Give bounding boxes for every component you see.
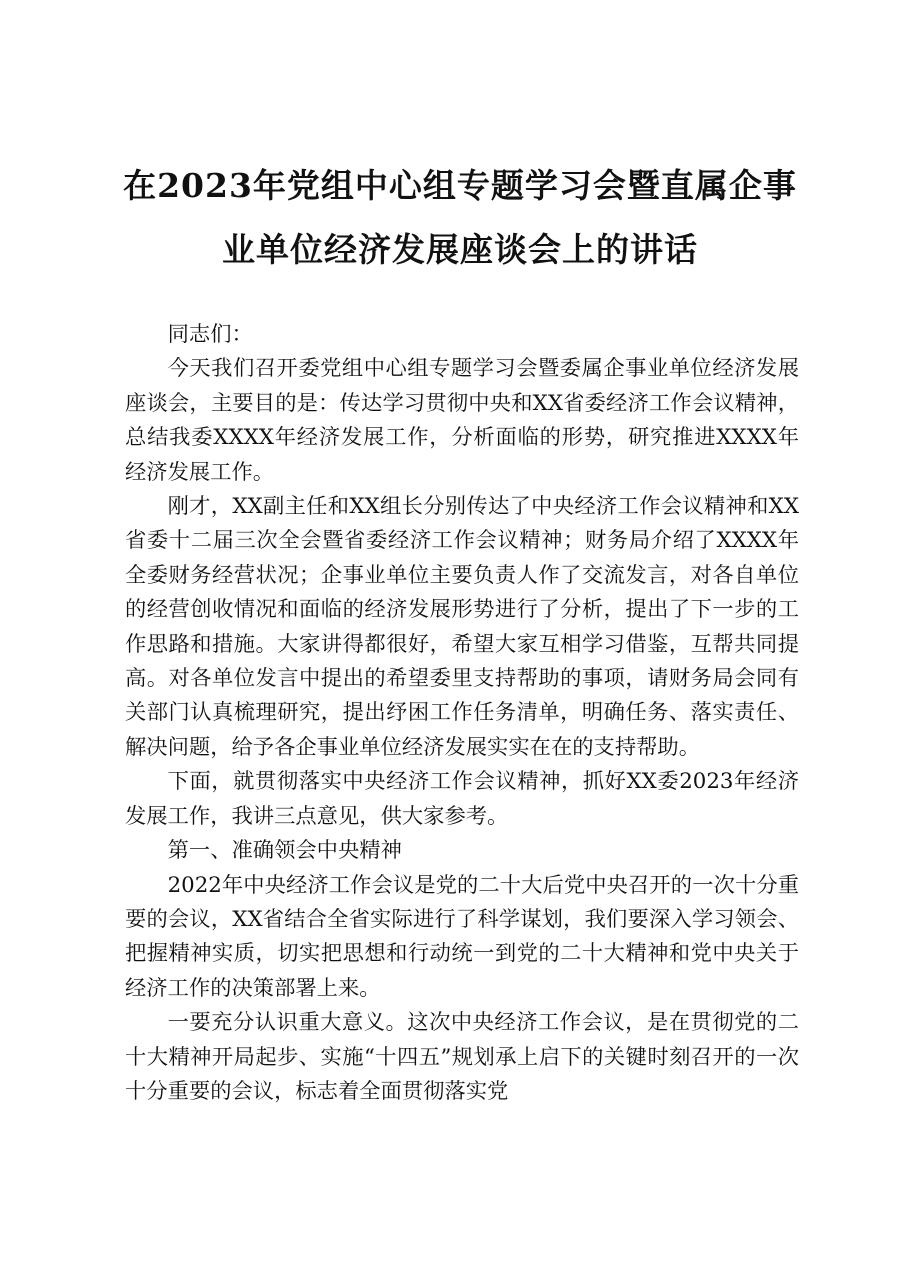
- document-title-line-2: 业单位经济发展座谈会上的讲话: [222, 230, 698, 269]
- salutation: 同志们：: [167, 322, 253, 347]
- paragraph-review: 刚才，XX副主任和XX组长分别传达了中央经济工作会议精神和XX省委十二届三次全会暨省委经济工作会议精神；财务局介绍了XXXX年全委财务经营状况；企事业单位主要负责人作了交流发言，对各自单位的经营创收情况和面临的经济发展形势进行了分析，提出了下一步的工作思路和措施。大家讲得都很好，希望大家互相学习借鉴，互帮共同提高。对各单位发言中提出的希望委里支持帮助的事项，请财务局会同有关部门认真梳理研究，提出纾困工作任务清单，明确任务、落实责任、解决问题，给予各企事业单位经济发展实实在在的支持帮助。: [125, 494, 799, 760]
- paragraph-transition: 下面，就贯彻落实中央经济工作会议精神，抓好XX委2023年经济发展工作，我讲三点意见，供大家参考。: [125, 769, 799, 829]
- document-title-line-1: 在2023年党组中心组专题学习会暨直属企事: [123, 166, 797, 205]
- paragraph-intro: 今天我们召开委党组中心组专题学习会暨委属企事业单位经济发展座谈会，主要目的是：传达学习贯彻中央和XX省委经济工作会议精神，总结我委XXXX年经济发展工作，分析面临的形势，研究推进XXXX年经济发展工作。: [125, 356, 799, 485]
- paragraph-point-1: 一要充分认识重大意义。这次中央经济工作会议，是在贯彻党的二十大精神开局起步、实施“十四五”规划承上启下的关键时刻召开的一次十分重要的会议，标志着全面贯彻落实党: [125, 1010, 799, 1104]
- document-body: [125, 318, 799, 1109]
- paragraph-section-1: 2022年中央经济工作会议是党的二十大后党中央召开的一次十分重要的会议，XX省结合全省实际进行了科学谋划，我们要深入学习领会、把握精神实质，切实把思想和行动统一到党的二十大精神和党中央关于经济工作的决策部署上来。: [125, 872, 799, 1001]
- section-heading-1: 第一、准确领会中央精神: [167, 838, 402, 864]
